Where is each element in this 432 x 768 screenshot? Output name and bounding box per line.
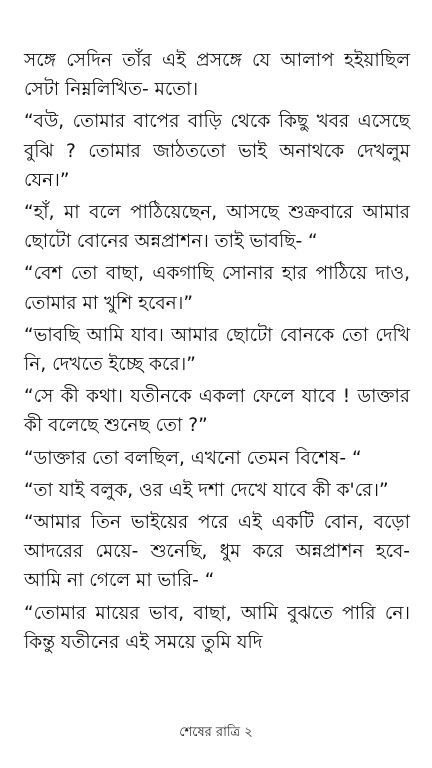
paragraph: “ভাবছি আমি যাব। আমার ছোটো বোনকে তো দেখি নি, দেখতে ইচ্ছে করে।” <box>24 324 410 376</box>
page-footer: শেষের রাত্রি ২ <box>179 725 253 740</box>
paragraph: “ডাক্তার তো বলছিল, এখনো তেমন বিশেষ- “ <box>24 447 362 469</box>
paragraph: “বেশ তো বাছা, একগাছি সোনার হার পাঠিয়ে দাও, তোমার মা খুশি হবেন।” <box>24 263 410 314</box>
paragraph: “তা যাই বলুক, ওর এই দশা দেখে যাবে কী ক'রে।” <box>24 479 389 501</box>
page-body-text <box>24 46 410 660</box>
paragraph: সঙ্গে সেদিন তাঁর এই প্রসঙ্গে যে আলাপ হইয়াছিল সেটা নিম্নলিখিত- মতো। <box>24 50 410 101</box>
paragraph: “বউ, তোমার বাপের বাড়ি থেকে কিছু খবর এসেছে বুঝি ? তোমার জাঠততো ভাই অনাথকে দেখলুম যেন।” <box>24 111 410 191</box>
paragraph: “সে কী কথা। যতীনকে একলা ফেলে যাবে ! ডাক্তার কী বলেছে শুনেছ তো ?” <box>24 386 410 437</box>
paragraph: “তোমার মায়ের ভাব, বাছা, আমি বুঝতে পারি নে। কিন্তু যতীনের এই সময়ে তুমি যদি <box>24 602 410 653</box>
paragraph: “আমার তিন ভাইয়ের পরে এই একটি বোন, বড়ো আদরের মেয়ে- শুনেছি, ধুম করে অন্নপ্রাশন হবে- আমি না গেলে মা ভারি- “ <box>24 512 410 592</box>
paragraph: “হাঁ, মা বলে পাঠিয়েছেন, আসছে শুক্রবারে আমার ছোটো বোনের অন্নপ্রাশন। তাই ভাবছি- “ <box>24 202 410 253</box>
